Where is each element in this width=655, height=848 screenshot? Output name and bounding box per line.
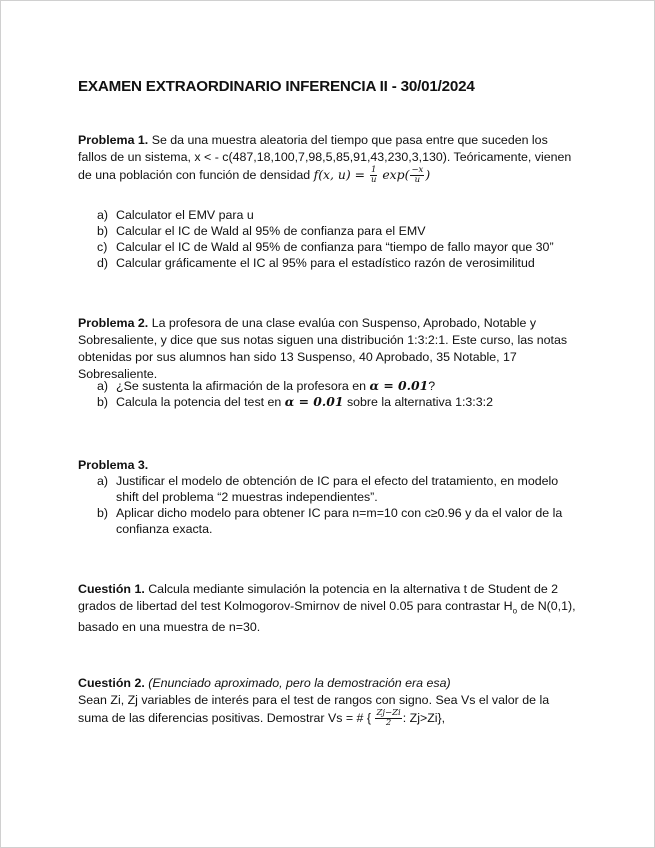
question-1-statement [78, 581, 578, 636]
item-text-end: sobre la alternativa 1:3:3:2 [343, 395, 493, 409]
problem-2-text: La profesora de una clase evalúa con Suspenso, Aprobado, Notable y Sobresaliente, y dice que sus notas siguen una distribución 1:3:2:1. Este curso, las notas obtenidas por sus alumnos han sido 13 Suspenso, 40 Aprobado, 35 Notable, 17 Sobresaliente. [78, 316, 568, 381]
question-1-text: Calcula mediante simulación la potencia en la alternativa t de Student de 2 grados de libertad del test Kolmogorov-Smirnov de nivel 0.05 para contrastar H [78, 582, 559, 613]
list-item [97, 255, 577, 271]
question-2-text: Sean Zi, Zj variables de interés para el test de rangos con signo. Sea Vs el valor de la suma de las diferencias positivas. Demostrar Vs = # { [78, 693, 550, 725]
fraction-numerator: Zj−Zi [376, 708, 401, 718]
fraction-1-over-u [370, 166, 377, 185]
item-label: b) [97, 224, 109, 238]
question-2-heading: Cuestión 2. [78, 676, 145, 690]
item-label: a) [97, 208, 109, 222]
alpha-value: α = 0.01 [284, 394, 344, 409]
item-text: Calcular el IC de Wald al 95% de confianza para “tiempo de fallo mayor que 30” [116, 240, 554, 254]
question-1-heading: Cuestión 1. [78, 582, 145, 596]
fraction-numerator: −x [411, 165, 424, 175]
question-2-note: (Enunciado aproximado, pero la demostración era esa) [144, 676, 451, 690]
list-item [97, 505, 577, 537]
item-text: Justificar el modelo de obtención de IC para el efecto del tratamiento, en modelo shift del problema “2 muestras independientes”. [116, 474, 559, 504]
list-item [97, 473, 577, 505]
problem-3-heading: Problema 3. [78, 458, 149, 472]
question-2-statement [78, 675, 578, 728]
item-label: b) [97, 506, 109, 520]
problem-1-text: Se da una muestra aleatoria del tiempo que pasa entre que suceden los fallos de un sistema, x < - c(487,18,100,7,98,5,85,91,43,230,3,130). Teóricamente, vienen de una población con función de densidad [78, 133, 572, 182]
problem-2-statement [78, 315, 578, 383]
density-formula [313, 165, 431, 185]
item-text: Calcular el IC de Wald al 95% de confianza para el EMV [116, 224, 426, 238]
item-text: Calcular gráficamente el IC al 95% para el estadístico razón de verosimilitud [116, 256, 535, 270]
fraction-numerator: 1 [370, 165, 377, 175]
item-text: ¿Se sustenta la afirmación de la profesora en [116, 379, 370, 393]
fraction-denominator: u [414, 175, 421, 185]
item-label: d) [97, 256, 109, 270]
formula-close: ) [425, 167, 431, 182]
item-text: Aplicar dicho modelo para obtener IC para n=m=10 con c≥0.96 y da el valor de la confianza exacta. [116, 506, 563, 536]
item-text-end: ? [428, 379, 436, 393]
formula-exp: exp( [378, 167, 410, 182]
problem-2-items [97, 378, 577, 410]
fraction-x-over-u [410, 166, 424, 185]
item-label: a) [97, 474, 109, 488]
question-1-text-end: de N(0,1), basado en una muestra de n=30. [78, 599, 576, 635]
item-label: b) [97, 395, 109, 409]
problem-3-statement [78, 457, 578, 474]
exam-title: EXAMEN EXTRAORDINARIO INFERENCIA II - 30/01/2024 [78, 78, 475, 95]
item-text: Calculator el EMV para u [116, 208, 254, 222]
fraction-zj-zi-over-2 [375, 709, 401, 728]
fraction-denominator: u [370, 175, 377, 185]
fraction-denominator: 2 [385, 718, 392, 728]
problem-1-items [97, 207, 577, 271]
list-item [97, 394, 577, 410]
list-item [97, 207, 577, 223]
list-item [97, 223, 577, 239]
formula-lhs: f(x, u) = [313, 167, 369, 182]
problem-2-heading: Problema 2. [78, 316, 149, 330]
h-subscript: o [512, 606, 518, 616]
item-label: c) [97, 240, 108, 254]
question-2-text-end: : Zj>Zi}, [402, 710, 446, 725]
problem-3-items [97, 473, 577, 537]
problem-1-statement [78, 132, 578, 185]
item-text: Calcula la potencia del test en [116, 395, 285, 409]
list-item [97, 239, 577, 255]
problem-1-heading: Problema 1. [78, 133, 149, 147]
item-label: a) [97, 379, 109, 393]
list-item [97, 378, 577, 394]
alpha-value: α = 0.01 [369, 378, 429, 393]
